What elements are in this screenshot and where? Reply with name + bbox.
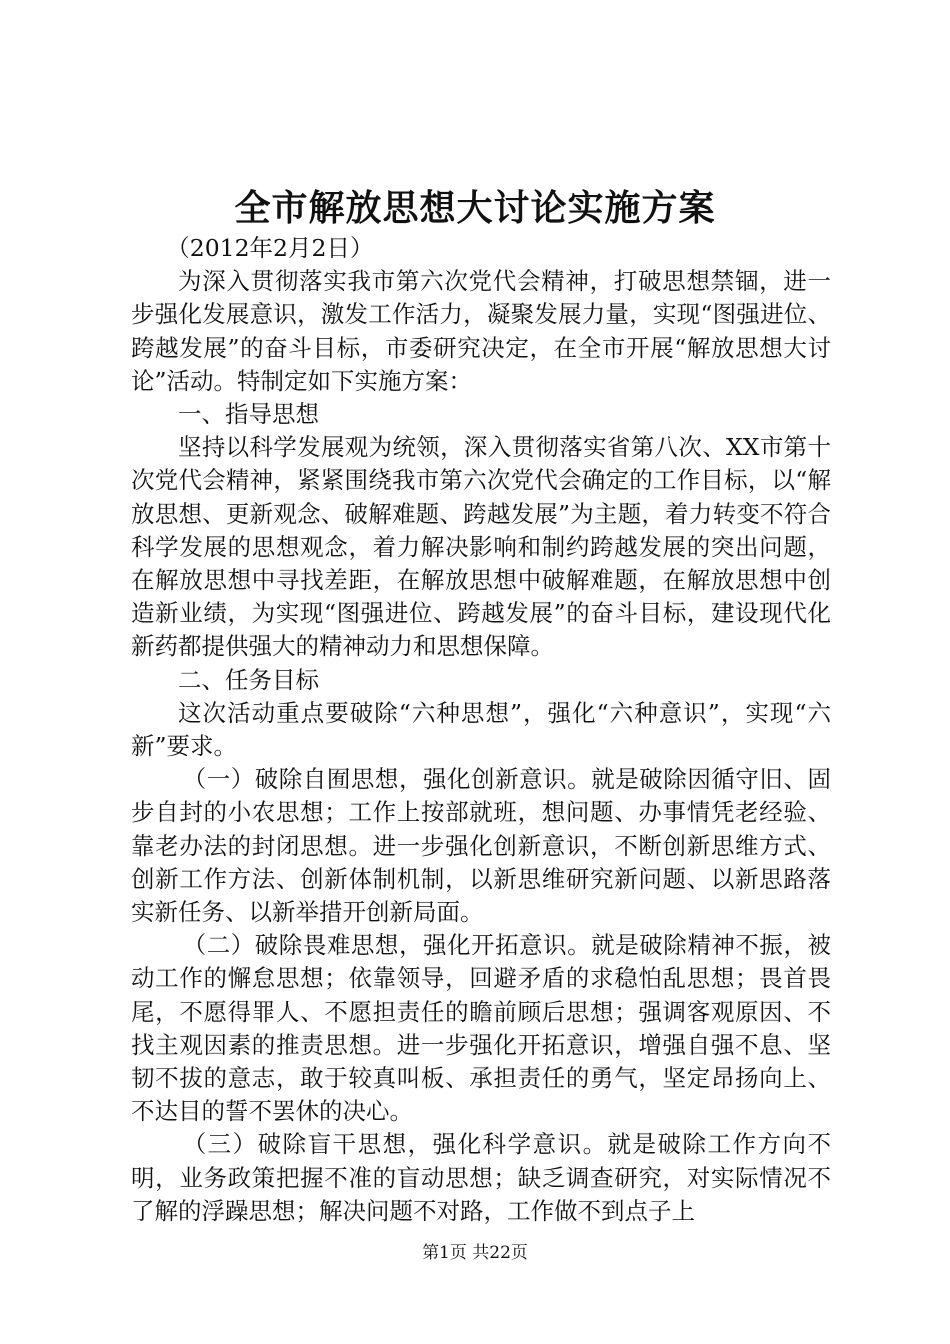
page-number-footer: 第1页 共22页 bbox=[422, 1243, 528, 1263]
document-title: 全市解放思想大讨论实施方案 bbox=[234, 187, 716, 229]
section-heading-guiding-thought: 一、指导思想 bbox=[178, 400, 319, 429]
document-body bbox=[131, 232, 831, 1228]
paragraph-guiding-thought: 坚持以科学发展观为统领，深入贯彻落实省第八次、XX市第十次党代会精神，紧紧围绕我市第六次党代会确定的工作目标，以“解放思想、更新观念、破解难题、跨越发展”为主题，着力转变不符合科学发展的思想观念，着力解决影响和制约跨越发展的突出问题，在解放思想中寻找差距，在解放思想中破解难题，在解放思想中创造新业绩，为实现“图强进位、跨越发展”的奋斗目标，建设现代化新药都提供强大的精神动力和思想保障。 bbox=[131, 433, 831, 661]
paragraph-item-2: （二）破除畏难思想，强化开拓意识。就是破除精神不振，被动工作的懈怠思想；依靠领导，回避矛盾的求稳怕乱思想；畏首畏尾，不愿得罪人、不愿担责任的瞻前顾后思想；强调客观原因、不找主观因素的推责思想。进一步强化开拓意识，增强自强不息、坚韧不拔的意志，敢于较真叫板、承担责任的勇气，坚定昂扬向上、不达目的誓不罢休的决心。 bbox=[131, 931, 831, 1126]
paragraph-item-3: （三）破除盲干思想，强化科学意识。就是破除工作方向不明，业务政策把握不准的盲动思想；缺乏调查研究，对实际情况不了解的浮躁思想；解决问题不对路，工作做不到点子上 bbox=[131, 1130, 831, 1225]
section-heading-task-goals: 二、任务目标 bbox=[178, 665, 319, 694]
paragraph-item-1: （一）破除自囿思想，强化创新意识。就是破除因循守旧、固步自封的小农思想；工作上按部就班，想问题、办事情凭老经验、靠老办法的封闭思想。进一步强化创新意识，不断创新思维方式、创新工作方法、创新体制机制，以新思维研究新问题、以新思路落实新任务、以新举措开创新局面。 bbox=[131, 765, 831, 927]
document-date: （2012年2月2日） bbox=[166, 234, 374, 262]
paragraph-task-goals: 这次活动重点要破除“六种思想”，强化“六种意识”，实现“六新”要求。 bbox=[131, 698, 831, 761]
paragraph-intro: 为深入贯彻落实我市第六次党代会精神，打破思想禁锢，进一步强化发展意识，激发工作活力，凝聚发展力量，实现“图强进位、跨越发展”的奋斗目标，市委研究决定，在全市开展“解放思想大讨论”活动。特制定如下实施方案： bbox=[131, 267, 831, 395]
